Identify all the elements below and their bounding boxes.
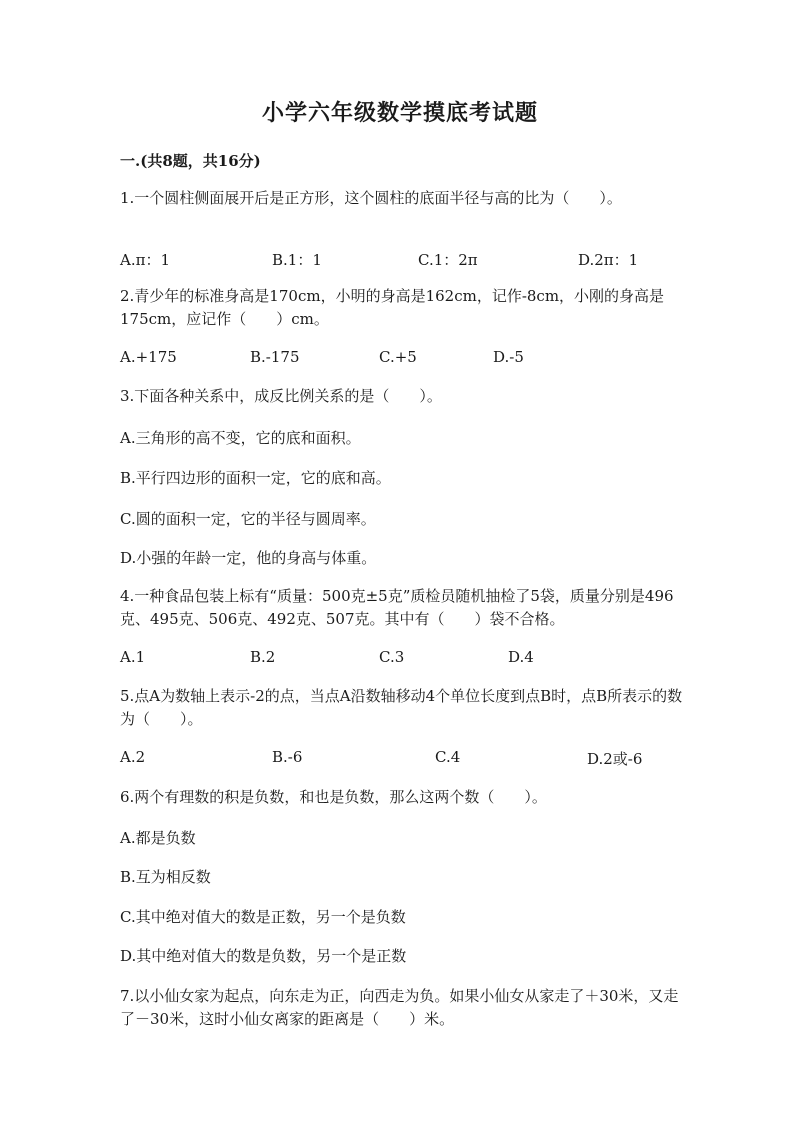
question-3-option-a[interactable]: A.三角形的高不变，它的底和面积。: [120, 429, 361, 447]
question-2-options: [120, 348, 700, 370]
question-5-options: [120, 748, 700, 770]
question-4-stem: 4.一种食品包装上标有“质量：500克±5克”质检员随机抽检了5袋，质量分别是496克、495克、506克、492克、507克。其中有（ ）袋不合格。: [120, 587, 674, 628]
question-2-option-c[interactable]: C.+5: [379, 348, 417, 366]
question-6-option-a[interactable]: A.都是负数: [120, 829, 196, 847]
question-6-stem: 6.两个有理数的积是负数，和也是负数，那么这两个数（ ）。: [120, 788, 547, 806]
question-2-stem: 2.青少年的标准身高是170cm，小明的身高是162cm，记作-8cm，小刚的身高是175cm，应记作（ ）cm。: [120, 287, 665, 328]
question-4-option-c[interactable]: C.3: [379, 648, 405, 666]
question-4-options: [120, 648, 700, 670]
question-2-option-d[interactable]: D.-5: [493, 348, 524, 366]
question-4-option-d[interactable]: D.4: [508, 648, 534, 666]
question-5-option-b[interactable]: B.-6: [272, 748, 303, 766]
question-2-option-a[interactable]: A.+175: [120, 348, 177, 366]
question-3-option-c[interactable]: C.圆的面积一定，它的半径与圆周率。: [120, 510, 376, 528]
question-6-option-b[interactable]: B.互为相反数: [120, 868, 211, 886]
question-5-option-a[interactable]: A.2: [120, 748, 146, 766]
question-1-options: [120, 249, 700, 271]
question-3-option-b[interactable]: B.平行四边形的面积一定，它的底和高。: [120, 469, 391, 487]
question-5-option-c[interactable]: C.4: [435, 748, 461, 766]
question-5-stem: 5.点A为数轴上表示-2的点，当点A沿数轴移动4个单位长度到点B时，点B所表示的数为（ ）。: [120, 687, 683, 728]
question-1-option-c[interactable]: C.1：2π: [418, 251, 478, 269]
question-4-option-b[interactable]: B.2: [250, 648, 276, 666]
question-6-option-d[interactable]: D.其中绝对值大的数是负数，另一个是正数: [120, 947, 407, 965]
question-1-option-a[interactable]: A.π：1: [120, 251, 171, 269]
question-1-stem: 1.一个圆柱侧面展开后是正方形，这个圆柱的底面半径与高的比为（ ）。: [120, 189, 622, 207]
question-1-option-d[interactable]: D.2π：1: [578, 251, 639, 269]
section-heading: 一.(共8题，共16分): [120, 152, 261, 170]
question-7-stem: 7.以小仙女家为起点，向东走为正，向西走为负。如果小仙女从家走了＋30米，又走了－30米，这时小仙女离家的距离是（ ）米。: [120, 987, 679, 1028]
question-4-option-a[interactable]: A.1: [120, 648, 146, 666]
question-2-option-b[interactable]: B.-175: [250, 348, 300, 366]
question-3-stem: 3.下面各种关系中，成反比例关系的是（ ）。: [120, 387, 442, 405]
question-3-option-d[interactable]: D.小强的年龄一定，他的身高与体重。: [120, 549, 377, 567]
question-6-option-c[interactable]: C.其中绝对值大的数是正数，另一个是负数: [120, 908, 406, 926]
page-title: 小学六年级数学摸底考试题: [261, 100, 538, 126]
question-1-option-b[interactable]: B.1：1: [272, 251, 322, 269]
question-5-option-d[interactable]: D.2或-6: [587, 750, 643, 768]
